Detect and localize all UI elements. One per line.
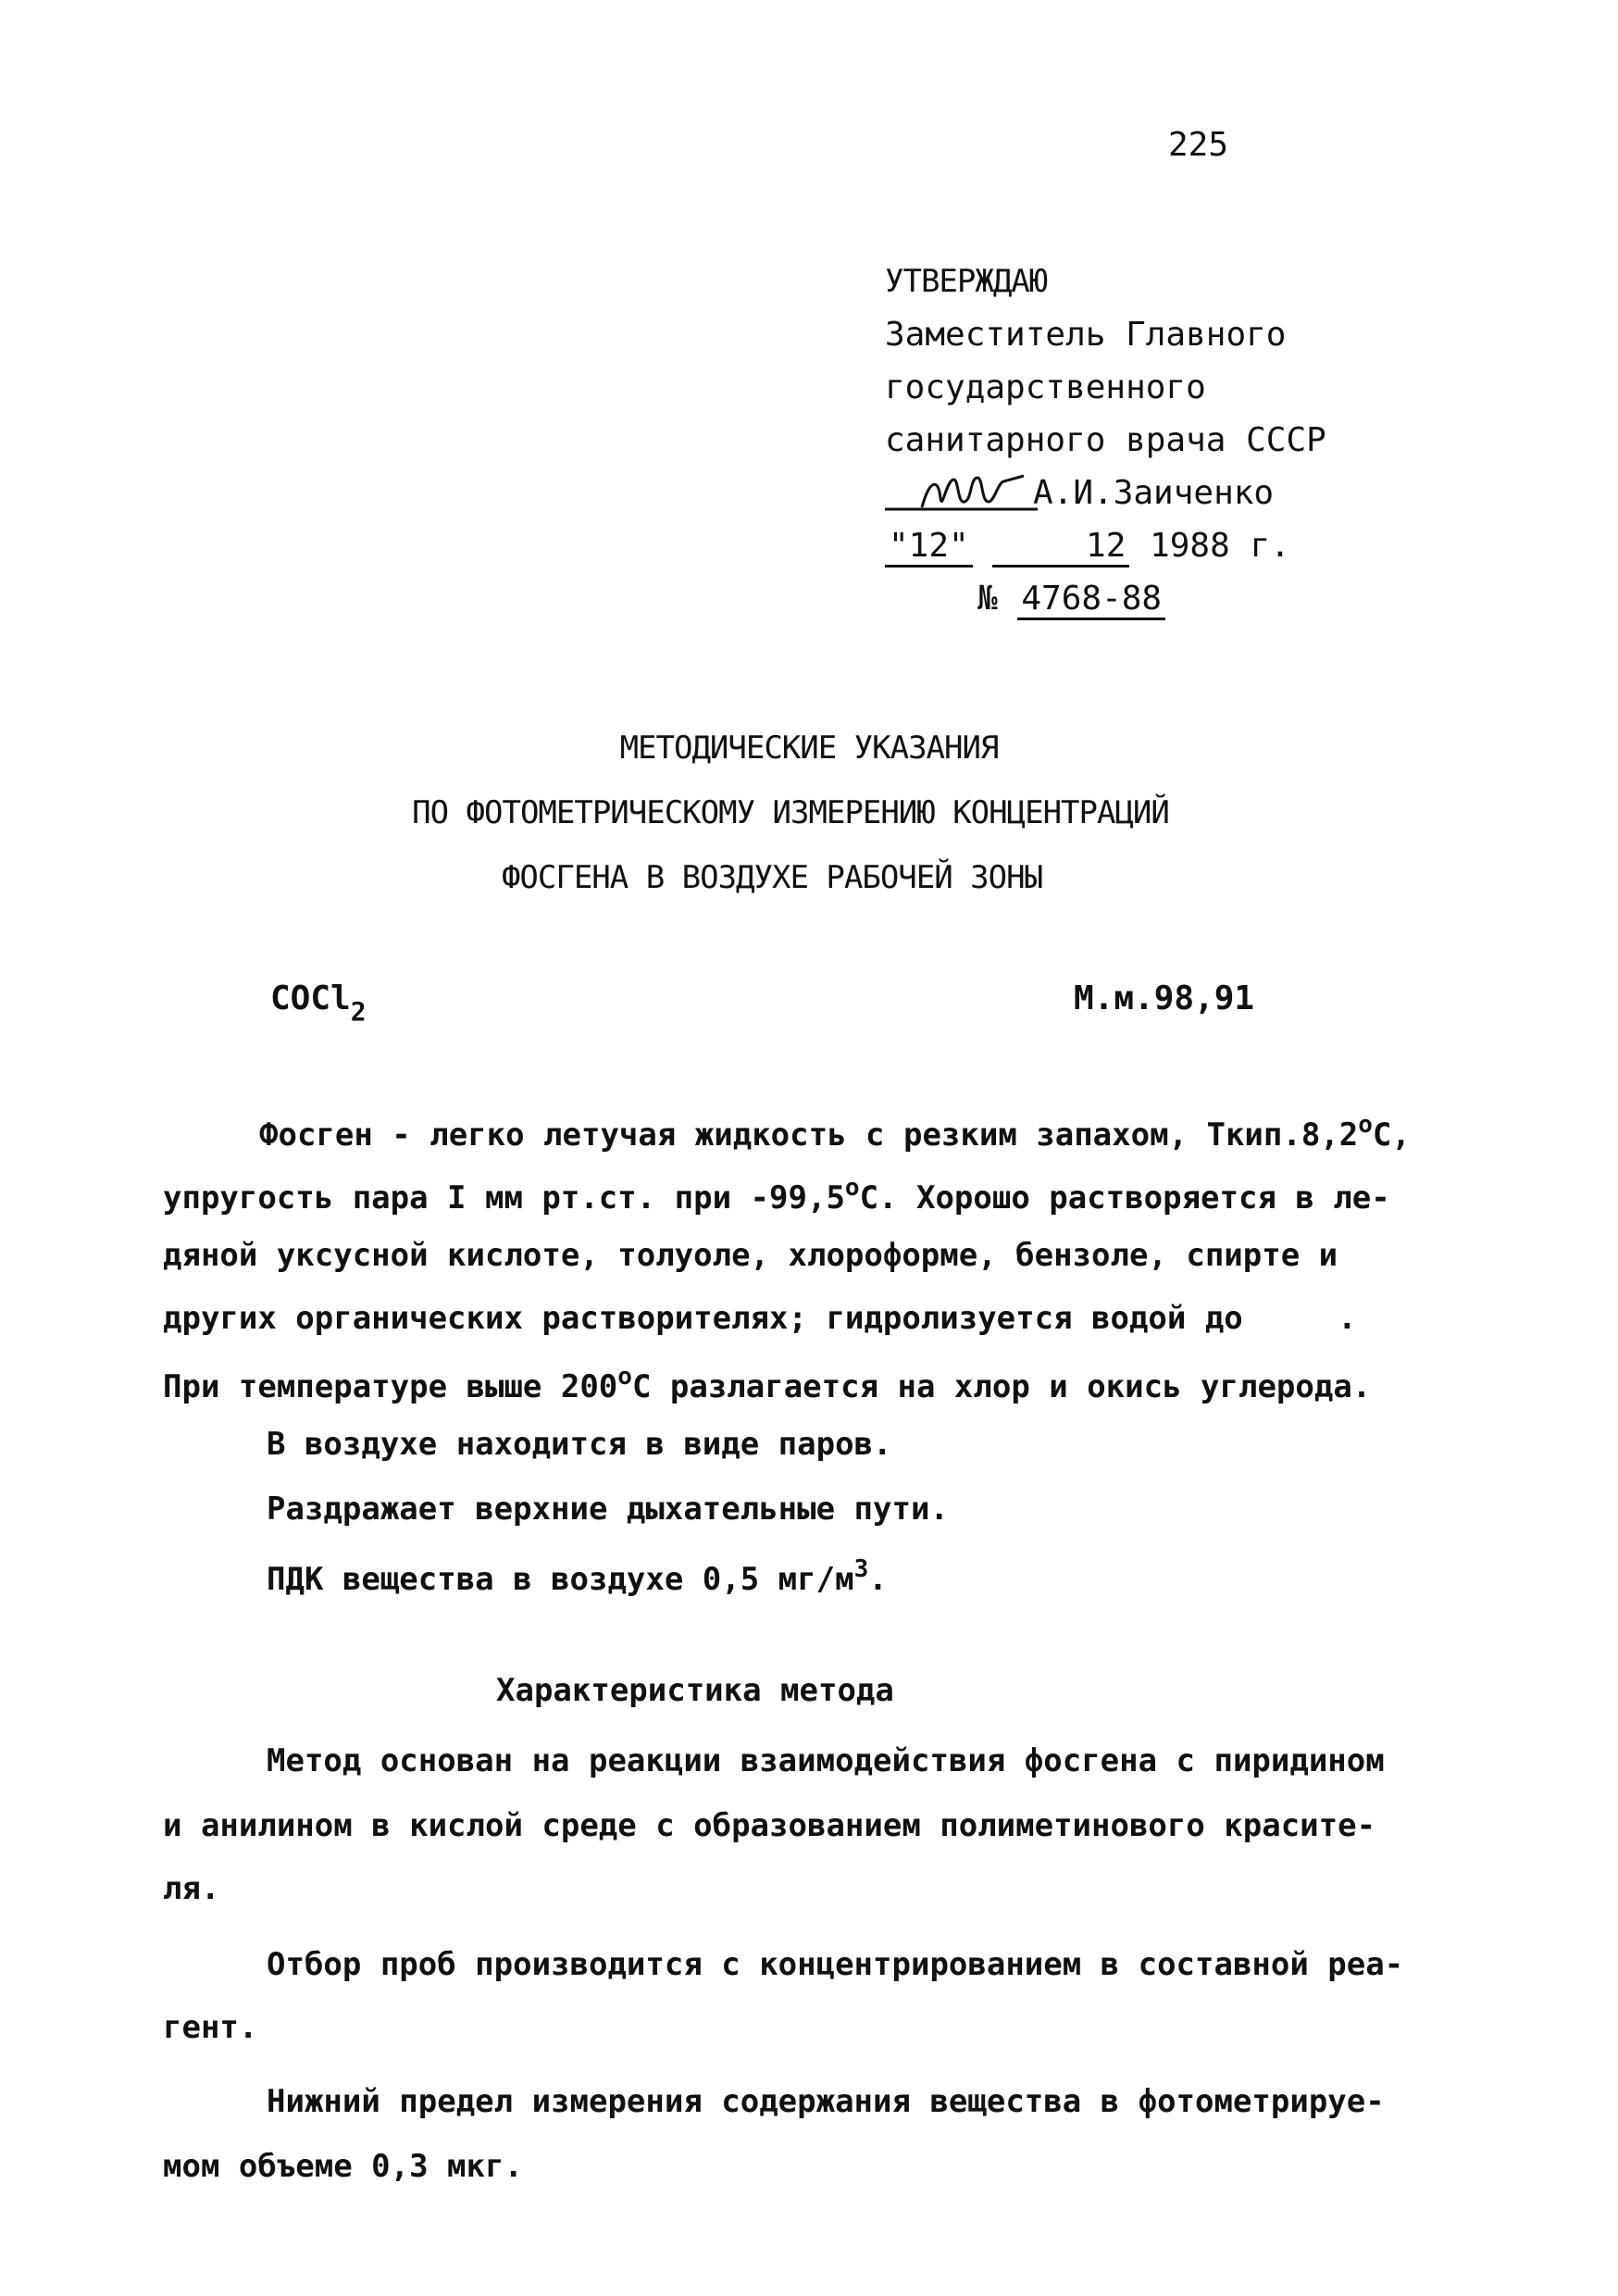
text-run: упругость пара I мм рт.ст. при -99,5 — [163, 1179, 845, 1217]
text-run: . — [868, 1561, 888, 1598]
text-run: При температуре выше 200 — [163, 1368, 618, 1405]
superscript: 3 — [853, 1555, 869, 1583]
degree-sup: o — [617, 1363, 632, 1391]
description-line-3: дяной уксусной кислоте, толуоле, хлороформе, бензоле, спирте и — [163, 1237, 1338, 1274]
approval-number — [885, 572, 1326, 625]
approval-line-1: Заместитель Главного — [885, 316, 1287, 354]
text-run: С. Хорошо растворяется в ле- — [859, 1179, 1390, 1217]
method-p2-line-1: Отбор проб производится с концентрированием в составной реа- — [267, 1946, 1404, 1983]
approval-date — [885, 519, 1326, 572]
approval-line-3: санитарного врача СССР — [885, 421, 1326, 459]
description-line-5 — [163, 1363, 1371, 1405]
description-line-2 — [163, 1174, 1390, 1217]
signatory-name: А.И.Заиченко — [1033, 474, 1275, 512]
text-run: С, — [1372, 1117, 1411, 1154]
approval-heading: УТВЕРЖДАЮ — [885, 263, 1048, 300]
title-line-2: ПО ФОТОМЕТРИЧЕСКОМУ ИЗМЕРЕНИЮ КОНЦЕНТРАЦИЙ — [412, 794, 1169, 831]
chemical-formula — [270, 980, 367, 1027]
description-line-7: Раздражает верхние дыхательные пути. — [267, 1491, 949, 1528]
formula-base: COCl — [270, 980, 351, 1017]
approval-block — [885, 256, 1326, 625]
description-line-4: других органических растворителях; гидролизуется водой до . — [163, 1300, 1357, 1337]
page-number: 225 — [1168, 126, 1229, 164]
date-year: 1988 г. — [1150, 527, 1290, 565]
method-p1-line-1: Метод основан на реакции взаимодействия фосгена с пиридином — [267, 1742, 1385, 1779]
formula-subscript: 2 — [350, 996, 367, 1027]
description-line-8 — [267, 1555, 888, 1598]
method-p1-line-3: ля. — [163, 1870, 220, 1907]
number-prefix: № — [977, 580, 998, 618]
text-run: С разлагается на хлор и окись углерода. — [631, 1368, 1372, 1405]
text-run: ПДК вещества в воздухе 0,5 мг/м — [267, 1561, 854, 1598]
description-line-1 — [259, 1111, 1411, 1154]
method-p1-line-2: и анилином в кислой среде с образованием полиметинового красите- — [163, 1807, 1376, 1844]
method-heading: Характеристика метода — [496, 1672, 894, 1709]
method-p2-line-2: гент. — [163, 2009, 258, 2046]
molar-mass: М.м.98,91 — [1074, 980, 1255, 1017]
date-day: "12" — [885, 528, 973, 568]
method-p3-line-1: Нижний предел измерения содержания вещества в фотометрируе- — [267, 2083, 1385, 2120]
approval-line-2: государственного — [885, 368, 1206, 406]
method-p3-line-2: мом объеме 0,3 мкг. — [163, 2148, 523, 2185]
date-month: 12 — [992, 528, 1129, 568]
title-line-1: МЕТОДИЧЕСКИЕ УКАЗАНИЯ — [619, 730, 999, 767]
signature-row — [885, 467, 1326, 519]
description-line-6: В воздухе находится в виде паров. — [267, 1426, 892, 1463]
number-value: 4768-88 — [1017, 580, 1165, 620]
text-run: Фосген - легко летучая жидкость с резким запахом, Ткип.8,2 — [259, 1117, 1359, 1154]
degree-sup: o — [844, 1174, 860, 1202]
degree-sup: o — [1358, 1111, 1373, 1139]
signature-icon — [885, 476, 1033, 513]
title-line-3: ФОСГЕНА В ВОЗДУХЕ РАБОЧЕЙ ЗОНЫ — [501, 859, 1043, 896]
